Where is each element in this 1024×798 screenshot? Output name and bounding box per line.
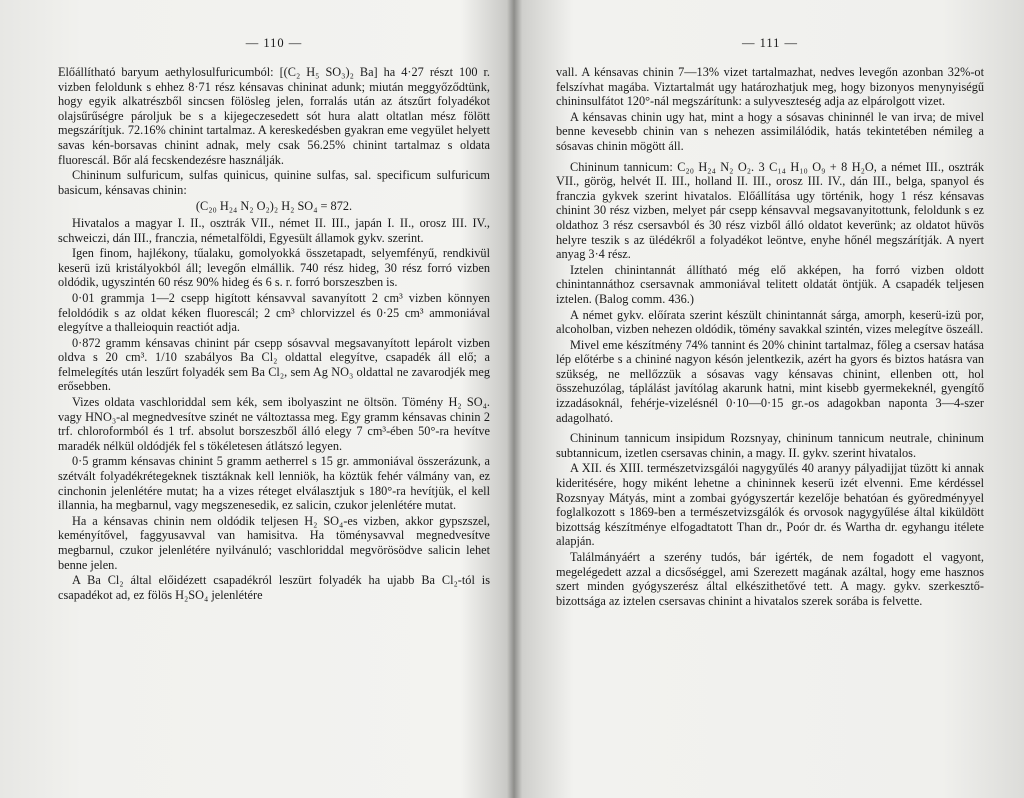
paragraph: A XII. és XIII. természetvizsgálói nagygyűlés 40 aranyy pályadijjat tüzött ki annak kideritésére, hogy miként lehetne a chininnek keserü izét elvenni. Eme kérdéssel Rozsnyay Mátyás, mint a zombai gyógyszertár kezelője behatóan és györedményyel foglalkozott s 1869-ben a természetvizsgálók és orvosok nagygyűlése által kiküldött bizottság készítménye elfogadtatott Than dr., Poór dr. és Wartha dr. egyhangu itélete alapján. [556, 461, 984, 549]
paragraph: Iztelen chinintannát állítható még elő akképen, ha forró vizben oldott chinintannáthoz csersavnak ammoniával telitett oldatát öntjük. A csapadék teljesen iztelen. (Balog comm. 436.) [556, 262, 984, 306]
paragraph: 0·5 gramm kénsavas chinint 5 gramm aetherrel s 15 gr. ammoniával összerázunk, a szétvált folyadékrétegeknek tisztáknak kell lenniök, ha köztük fehér válmány van, ez cinchonin jelenlétére mutat; ha a vizes réteget elválasztjuk s 180°-ra hevítjük, el kell illannia, ha megbarnul, vagy megszenesedik, ez salicin, czukor jelenlétére mutat. [58, 454, 490, 513]
paragraph: A német gykv. előírata szerint készült chinintannát sárga, amorph, keserü-izü por, alcoholban, vizben nehezen oldódik, tömény savakkal szintén, vizes melegítve öszeáll. [556, 307, 984, 337]
paragraph: Találmányáért a szerény tudós, bár igérték, de nem fogadott el vagyont, megelégedett azzal a dicsőséggel, ami Szerezett magának azáltal, hogy eme hasznos szert minden gyógyszerész által elkészithetővé tett. A magy. gykv. szerkesztő-bizottsága az iztelen csersavas chinint a hivatalos szerek sorába is felvette. [556, 550, 984, 608]
paragraph: Előállítható baryum aethylosulfuricumból: [(C₂ H₅ SO₃)₂ Ba] ha 4·27 részt 100 r. vizben feloldunk s ehhez 8·71 rész kénsavas chininat adunk; miután meggyőződtünk, hogy egyik alkatrészből sincsen fölösleg jelen, forralás után az átszűrt folyadékot olajsűrűségre pároljuk be s a kijegeczesedett sót hura alatt oltatlan mész fölött megszárítjuk. 72.16% chinint tartalmaz. A kereskedésben gyakran eme vegyület helyett savas kén-borsavas chinint adnak, mely csak 56.25% chinint tartalmaz s oldata fluorescál. Bőr alá fecskendezésre használják. [58, 65, 490, 167]
right-page-text [556, 65, 984, 608]
heading-chininum-tannicum-insipidum: Chininum tannicum insipidum Rozsnyay, chininum tannicum neutrale, chininum subtannicum, izetlen csersavas chinin, a magy. II. gykv. szerint hivatalos. [556, 431, 984, 460]
heading-chininum-tannicum: Chininum tannicum: C₂₀ H₂₄ N₂ O₂. 3 C₁₄ H₁₀ O₉ + 8 H₂O, a német III., osztrák VII., görög, helvét II. III., holland II. III., orosz III. IV., dán III., belga, spanyol és franczia gykvek szerint hivatalos. Előállítása ugy történik, hogy 1 rész kénsavas chinint 30 rész vizben, melyet pár csepp kénsavval megsavanyitottunk, feloldunk s ez oldathoz 3 rész csersavból és 30 rész vizből álló oldatot keverünk; az oldatot hüvös helyre teszik s az ülédékről a folyadékot leöntve, enyhe hőnél megszárítják. A nyert anyag 3·4 rész. [556, 159, 984, 262]
paragraph: A kénsavas chinin ugy hat, mint a hogy a sósavas chininnél le van irva; de mivel benne kevesebb chinin van s nehezen assimilálódik, hatás tekintetében némileg a sósavas chinin mögött áll. [556, 109, 984, 153]
right-page [516, 0, 1024, 798]
page-number-left: — 110 — [245, 36, 303, 50]
page-number-right: — 111 — [741, 36, 799, 50]
left-page-text [58, 65, 490, 602]
paragraph: Ha a kénsavas chinin nem oldódik teljesen H₂ SO₄-es vizben, akkor gypszszel, keményítővel, faggyusavval van hamisitva. Ha töménysavval megnedvesítve megbarnul, czukor jelenlétére nyilvánuló; vaschloriddal megvörösödve salicin lehet benne jelen. [58, 513, 490, 572]
paragraph: Vizes oldata vaschloriddal sem kék, sem ibolyaszint ne öltsön. Tömény H₂ SO₄. vagy HNO₃-al megnedvesítve szinét ne változtassa meg. Egy gramm kénsavas chinin 2 trf. chloroformból és 1 trf. absolut borszeszből álló elegy 7 cm³-ében 50°-ra hevítve maradék nélkül oldódjék fel s tökéletesen átlátszó legyen. [58, 395, 490, 453]
paragraph: Igen finom, hajlékony, tűalaku, gomolyokká összetapadt, selyemfényű, rendkivül keserü izü kristályokból áll; levegőn elmállik. 740 rész hideg, 30 rész forró vizben oldódik, ugyszintén 60 rész 90% hideg és 6 s. r. forró borszeszben is. [58, 246, 490, 290]
paragraph: A Ba Cl₂ által előidézett csapadékról leszürt folyadék ha ujabb Ba Cl₂-tól is csapadékot ad, ez fölös H₂SO₄ jelenlétére [58, 573, 490, 602]
paragraph: Hivatalos a magyar I. II., osztrák VII., német II. III., japán I. II., orosz III. IV., schweiczi, dán III., franczia, németalföldi, Egyesült államok gykv. szerint. [58, 215, 490, 245]
paragraph: vall. A kénsavas chinin 7—13% vizet tartalmazhat, nedves levegőn azonban 32%-ot felszívhat magába. Viztartalmát ugy határozhatjuk meg, hogy bizonyos menynyiségű chininsulfátot 120°-nál megszárítunk: a sulyveszteség adja az elpárolgott vizet. [556, 65, 984, 109]
paragraph: 0·01 grammja 1—2 csepp higított kénsavval savanyított 2 cm³ vizben könnyen feloldódik s az oldat kéken fluorescál; 2 cm³ chlorvizzel és 0·25 cm³ ammoniával elegyítve a thalleioquin reactiót adja. [58, 290, 490, 335]
paragraph: Mivel eme készítmény 74% tannint és 20% chinint tartalmaz, főleg a csersav hatása lép előtérbe s a chininé nagyon késón jelentkezik, azért ha gyors és biztos hatásra van szükség, ne mellőzzük a sósavas vagy kénsavas chinint, ellenben ott, hol összehuzólag, táplálást javítólag akarunk hatni, mint kisebb gyermekeknél, gyengítő izzadásoknál, fehérje-vizelésnél 0·10—0·15 gr.-os adagokban naponta 3—4-szer adagolható. [556, 337, 984, 425]
chemical-formula: (C₂₀ H₂₄ N₂ O₂)₂ H₂ SO₄ = 872. [195, 199, 353, 214]
paragraph: 0·872 gramm kénsavas chinint pár csepp sósavval megsavanyított lepárolt vizben oldva s 20 cm³. 1/10 szabályos Ba Cl₂ oldattal elegyítve, csapadék áll elő; a felmelegítés után leszűrt folyadék sem Ba Cl₂, sem Ag NO₃ oldattal ne zavarodjék meg erősebben. [58, 335, 490, 394]
heading-chininum-sulfuricum: Chininum sulfuricum, sulfas quinicus, quinine sulfas, sal. specificum sulfuricum basicum, kénsavas chinin: [58, 168, 490, 197]
